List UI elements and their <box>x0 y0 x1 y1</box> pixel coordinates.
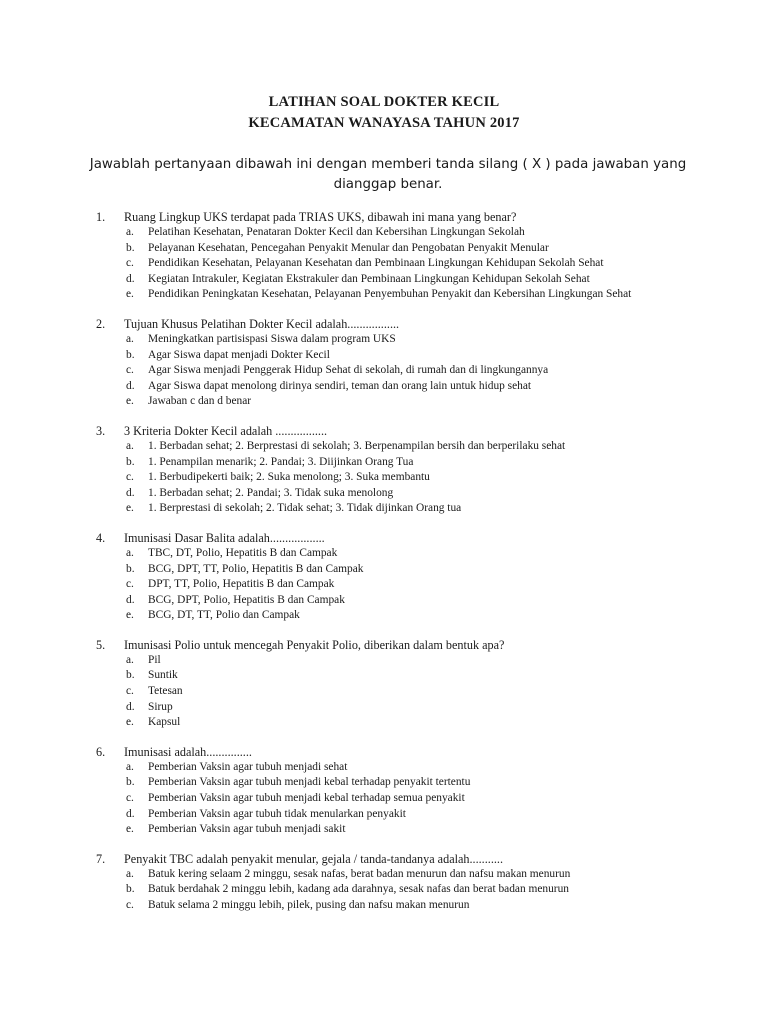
option-text: 1. Berbudipekerti baik; 2. Suka menolong; 3. Suka membantu <box>148 471 430 484</box>
option-text: Batuk selama 2 minggu lebih, pilek, pusing dan nafsu makan menurun <box>148 899 470 911</box>
question-number: 3. <box>96 423 106 438</box>
answer-option <box>0 256 768 272</box>
answer-option <box>0 486 768 502</box>
question-text: Penyakit TBC adalah penyakit menular, gejala / tanda-tandanya adalah........... <box>124 851 504 866</box>
answer-option <box>0 608 768 624</box>
answer-option <box>0 882 768 898</box>
option-letter: a. <box>126 439 134 452</box>
option-letter: e. <box>126 502 134 515</box>
option-letter: b. <box>126 348 135 361</box>
question-item <box>0 530 768 624</box>
question-line <box>0 316 768 332</box>
option-letter: a. <box>126 760 134 773</box>
option-letter: c. <box>126 578 134 591</box>
option-text: Pendidikan Peningkatan Kesehatan, Pelayanan Penyembuhan Penyakit dan Kebersihan Lingkungan Sehat <box>148 288 632 301</box>
option-text: BCG, DPT, Polio, Hepatitis B dan Campak <box>148 593 345 606</box>
option-text: Suntik <box>148 669 178 682</box>
question-number: 6. <box>96 744 106 759</box>
question-line <box>0 530 768 546</box>
question-item <box>0 209 768 303</box>
question-text: 3 Kriteria Dokter Kecil adalah ................. <box>124 423 328 438</box>
option-text: Jawaban c dan d benar <box>148 395 252 408</box>
answer-option <box>0 348 768 364</box>
question-item <box>0 316 768 410</box>
option-text: 1. Berbadan sehat; 2. Pandai; 3. Tidak suka menolong <box>148 486 394 499</box>
answer-option <box>0 653 768 669</box>
question-text: Imunisasi Dasar Balita adalah.................. <box>124 530 325 545</box>
option-letter: d. <box>126 272 135 285</box>
answer-option <box>0 546 768 562</box>
option-letter: c. <box>126 364 134 377</box>
answer-option <box>0 700 768 716</box>
answer-option <box>0 439 768 455</box>
option-letter: b. <box>126 241 135 254</box>
answer-option <box>0 791 768 807</box>
option-text: Kapsul <box>148 716 181 729</box>
answer-option <box>0 775 768 791</box>
option-letter: a. <box>126 653 134 666</box>
question-line <box>0 209 768 225</box>
option-text: Pelatihan Kesehatan, Penataran Dokter Kecil dan Kebersihan Lingkungan Sekolah <box>148 226 525 238</box>
option-letter: e. <box>126 609 134 622</box>
option-text: Agar Siswa dapat menjadi Dokter Kecil <box>148 348 330 361</box>
option-text: Pemberian Vaksin agar tubuh menjadi sakit <box>148 823 346 836</box>
answer-option <box>0 287 768 303</box>
question-text: Imunisasi adalah............... <box>124 744 252 759</box>
option-text: Pemberian Vaksin agar tubuh menjadi sehat <box>148 760 348 773</box>
answer-option <box>0 867 768 883</box>
answer-option <box>0 684 768 700</box>
answer-option <box>0 394 768 410</box>
answer-option <box>0 807 768 823</box>
option-letter: d. <box>126 486 135 499</box>
answer-option <box>0 593 768 609</box>
answer-option <box>0 470 768 486</box>
option-letter: d. <box>126 379 135 392</box>
option-letter: a. <box>126 867 134 880</box>
option-letter: c. <box>126 257 134 270</box>
answer-option <box>0 225 768 241</box>
option-letter: e. <box>126 716 134 729</box>
option-text: DPT, TT, Polio, Hepatitis B dan Campak <box>148 578 335 591</box>
option-letter: a. <box>126 226 134 238</box>
answer-option <box>0 241 768 257</box>
question-number: 7. <box>96 851 106 866</box>
option-letter: c. <box>126 899 134 911</box>
option-text: 1. Berprestasi di sekolah; 2. Tidak sehat; 3. Tidak dijinkan Orang tua <box>148 502 462 515</box>
answer-option <box>0 272 768 288</box>
answer-option <box>0 822 768 838</box>
option-text: Batuk berdahak 2 minggu lebih, kadang ada darahnya, sesak nafas dan berat badan menurun <box>148 883 569 896</box>
answer-option <box>0 562 768 578</box>
question-text: Ruang Lingkup UKS terdapat pada TRIAS UKS, dibawah ini mana yang benar? <box>124 210 517 224</box>
question-text: Imunisasi Polio untuk mencegah Penyakit Polio, diberikan dalam bentuk apa? <box>124 637 505 652</box>
document-title: LATIHAN SOAL DOKTER KECIL <box>268 94 500 110</box>
option-text: Tetesan <box>148 685 183 698</box>
answer-option <box>0 455 768 471</box>
answer-option <box>0 363 768 379</box>
answer-option <box>0 501 768 517</box>
option-letter: b. <box>126 562 135 575</box>
option-text: TBC, DT, Polio, Hepatitis B dan Campak <box>148 546 338 559</box>
option-text: 1. Berbadan sehat; 2. Berprestasi di sekolah; 3. Berpenampilan bersih dan berperilaku sehat <box>148 439 566 452</box>
document-subtitle: KECAMATAN WANAYASA TAHUN 2017 <box>248 115 520 131</box>
option-text: Batuk kering selaam 2 minggu, sesak nafas, berat badan menurun dan nafsu makan menurun <box>148 867 571 880</box>
option-text: Meningkatkan partisispasi Siswa dalam program UKS <box>148 332 396 345</box>
option-letter: b. <box>126 883 135 896</box>
question-item <box>0 744 768 838</box>
option-text: Pemberian Vaksin agar tubuh menjadi kebal terhadap semua penyakit <box>148 792 465 805</box>
answer-option <box>0 379 768 395</box>
option-letter: c. <box>126 792 134 805</box>
option-text: Sirup <box>148 700 173 713</box>
option-text: 1. Penampilan menarik; 2. Pandai; 3. Diijinkan Orang Tua <box>148 455 414 468</box>
option-letter: b. <box>126 669 135 682</box>
question-line <box>0 851 768 867</box>
option-text: Agar Siswa menjadi Penggerak Hidup Sehat di sekolah, di rumah dan di lingkungannya <box>148 364 549 377</box>
option-letter: b. <box>126 776 135 789</box>
option-letter: e. <box>126 395 134 408</box>
option-text: Pendidikan Kesehatan, Pelayanan Kesehatan dan Pembinaan Lingkungan Kehidupan Sekolah Sehat <box>148 257 604 270</box>
answer-option <box>0 577 768 593</box>
option-letter: e. <box>126 288 134 301</box>
answer-option <box>0 332 768 348</box>
question-line <box>0 744 768 760</box>
option-text: Kegiatan Intrakuler, Kegiatan Ekstrakuler dan Pembinaan Lingkungan Kehidupan Sekolah Sehat <box>148 272 590 285</box>
option-text: BCG, DPT, TT, Polio, Hepatitis B dan Campak <box>148 562 364 575</box>
option-text: Pil <box>148 653 161 666</box>
question-item <box>0 851 768 914</box>
answer-option <box>0 715 768 731</box>
option-text: BCG, DT, TT, Polio dan Campak <box>148 609 300 622</box>
option-text: Pemberian Vaksin agar tubuh menjadi kebal terhadap penyakit tertentu <box>148 776 471 789</box>
option-letter: b. <box>126 455 135 468</box>
question-item <box>0 637 768 731</box>
option-letter: d. <box>126 700 135 713</box>
question-line <box>0 423 768 439</box>
instruction-text: Jawablah pertanyaan dibawah ini dengan memberi tanda silang ( X ) pada jawaban yang dianggap benar. <box>89 157 687 192</box>
question-item <box>0 423 768 517</box>
question-list <box>0 209 768 927</box>
question-number: 5. <box>96 637 106 652</box>
option-text: Pemberian Vaksin agar tubuh tidak menularkan penyakit <box>148 807 406 820</box>
option-letter: d. <box>126 807 135 820</box>
question-line <box>0 637 768 653</box>
question-number: 4. <box>96 530 106 545</box>
option-letter: c. <box>126 471 134 484</box>
option-letter: a. <box>126 332 134 345</box>
option-text: Agar Siswa dapat menolong dirinya sendiri, teman dan orang lain untuk hidup sehat <box>148 379 532 392</box>
question-number: 2. <box>96 316 106 331</box>
option-letter: a. <box>126 546 134 559</box>
question-number: 1. <box>96 210 106 224</box>
question-text: Tujuan Khusus Pelatihan Dokter Kecil adalah................. <box>124 316 400 331</box>
option-letter: d. <box>126 593 135 606</box>
answer-option <box>0 898 768 914</box>
option-letter: c. <box>126 685 134 698</box>
answer-option <box>0 668 768 684</box>
answer-option <box>0 760 768 776</box>
option-text: Pelayanan Kesehatan, Pencegahan Penyakit Menular dan Pengobatan Penyakit Menular <box>148 241 549 254</box>
option-letter: e. <box>126 823 134 836</box>
